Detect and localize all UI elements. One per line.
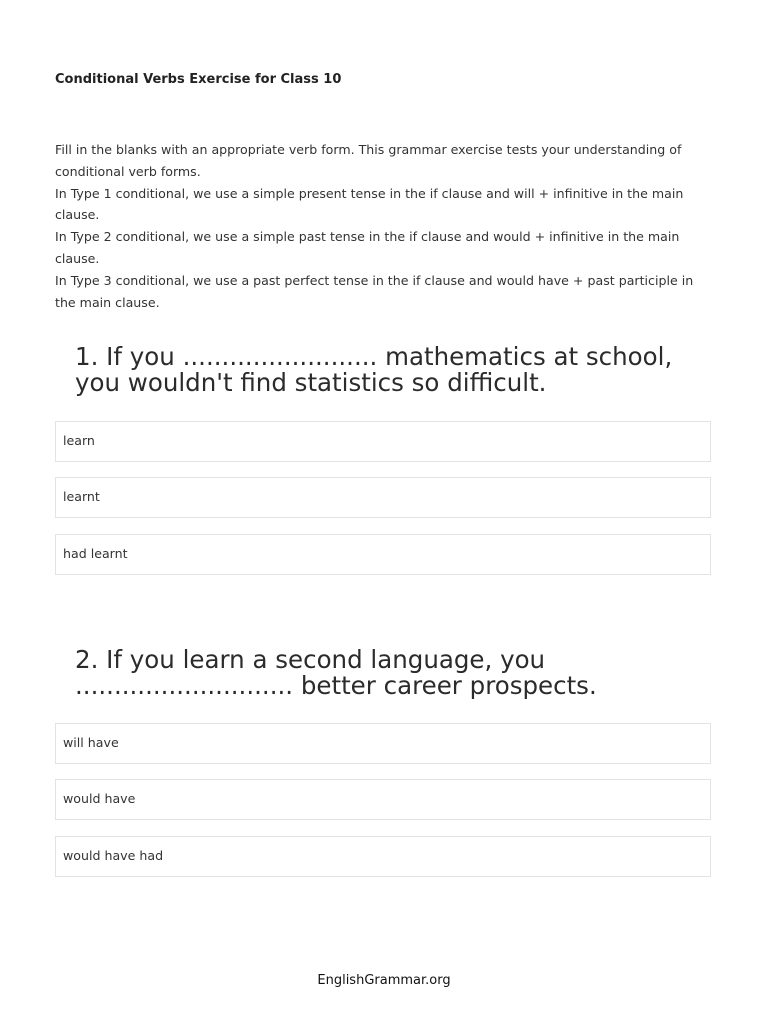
question-1-option-3[interactable] xyxy=(55,534,711,575)
question-2-option-2[interactable] xyxy=(55,779,711,820)
option-label: will have xyxy=(63,735,119,750)
intro-paragraph: In Type 3 conditional, we use a past perfect tense in the if clause and would have + past participle in the main clause. xyxy=(55,272,694,310)
option-label: learnt xyxy=(63,489,100,504)
question-1-option-2[interactable] xyxy=(55,477,711,518)
intro-text xyxy=(55,139,715,313)
option-label: would have xyxy=(63,791,136,806)
intro-paragraph: Fill in the blanks with an appropriate verb form. This grammar exercise tests your understanding of conditional verb forms. xyxy=(55,142,682,179)
question-2-option-1[interactable] xyxy=(55,723,711,764)
question-1-text: 1. If you ......................... mathematics at school, you wouldn't find statistics so difficult. xyxy=(75,342,673,397)
intro-paragraph: In Type 1 conditional, we use a simple present tense in the if clause and will + infinitive in the main clause. xyxy=(55,185,684,223)
page-title: Conditional Verbs Exercise for Class 10 xyxy=(55,72,342,87)
option-label: learn xyxy=(63,433,95,448)
question-2-text: 2. If you learn a second language, you ............................ better career prospects. xyxy=(75,645,597,700)
question-2-option-3[interactable] xyxy=(55,836,711,877)
option-label: had learnt xyxy=(63,546,128,561)
footer-site-name: EnglishGrammar.org xyxy=(317,973,451,988)
intro-paragraph: In Type 2 conditional, we use a simple past tense in the if clause and would + infinitive in the main clause. xyxy=(55,229,680,266)
question-1-option-1[interactable] xyxy=(55,421,711,462)
option-label: would have had xyxy=(63,848,164,863)
